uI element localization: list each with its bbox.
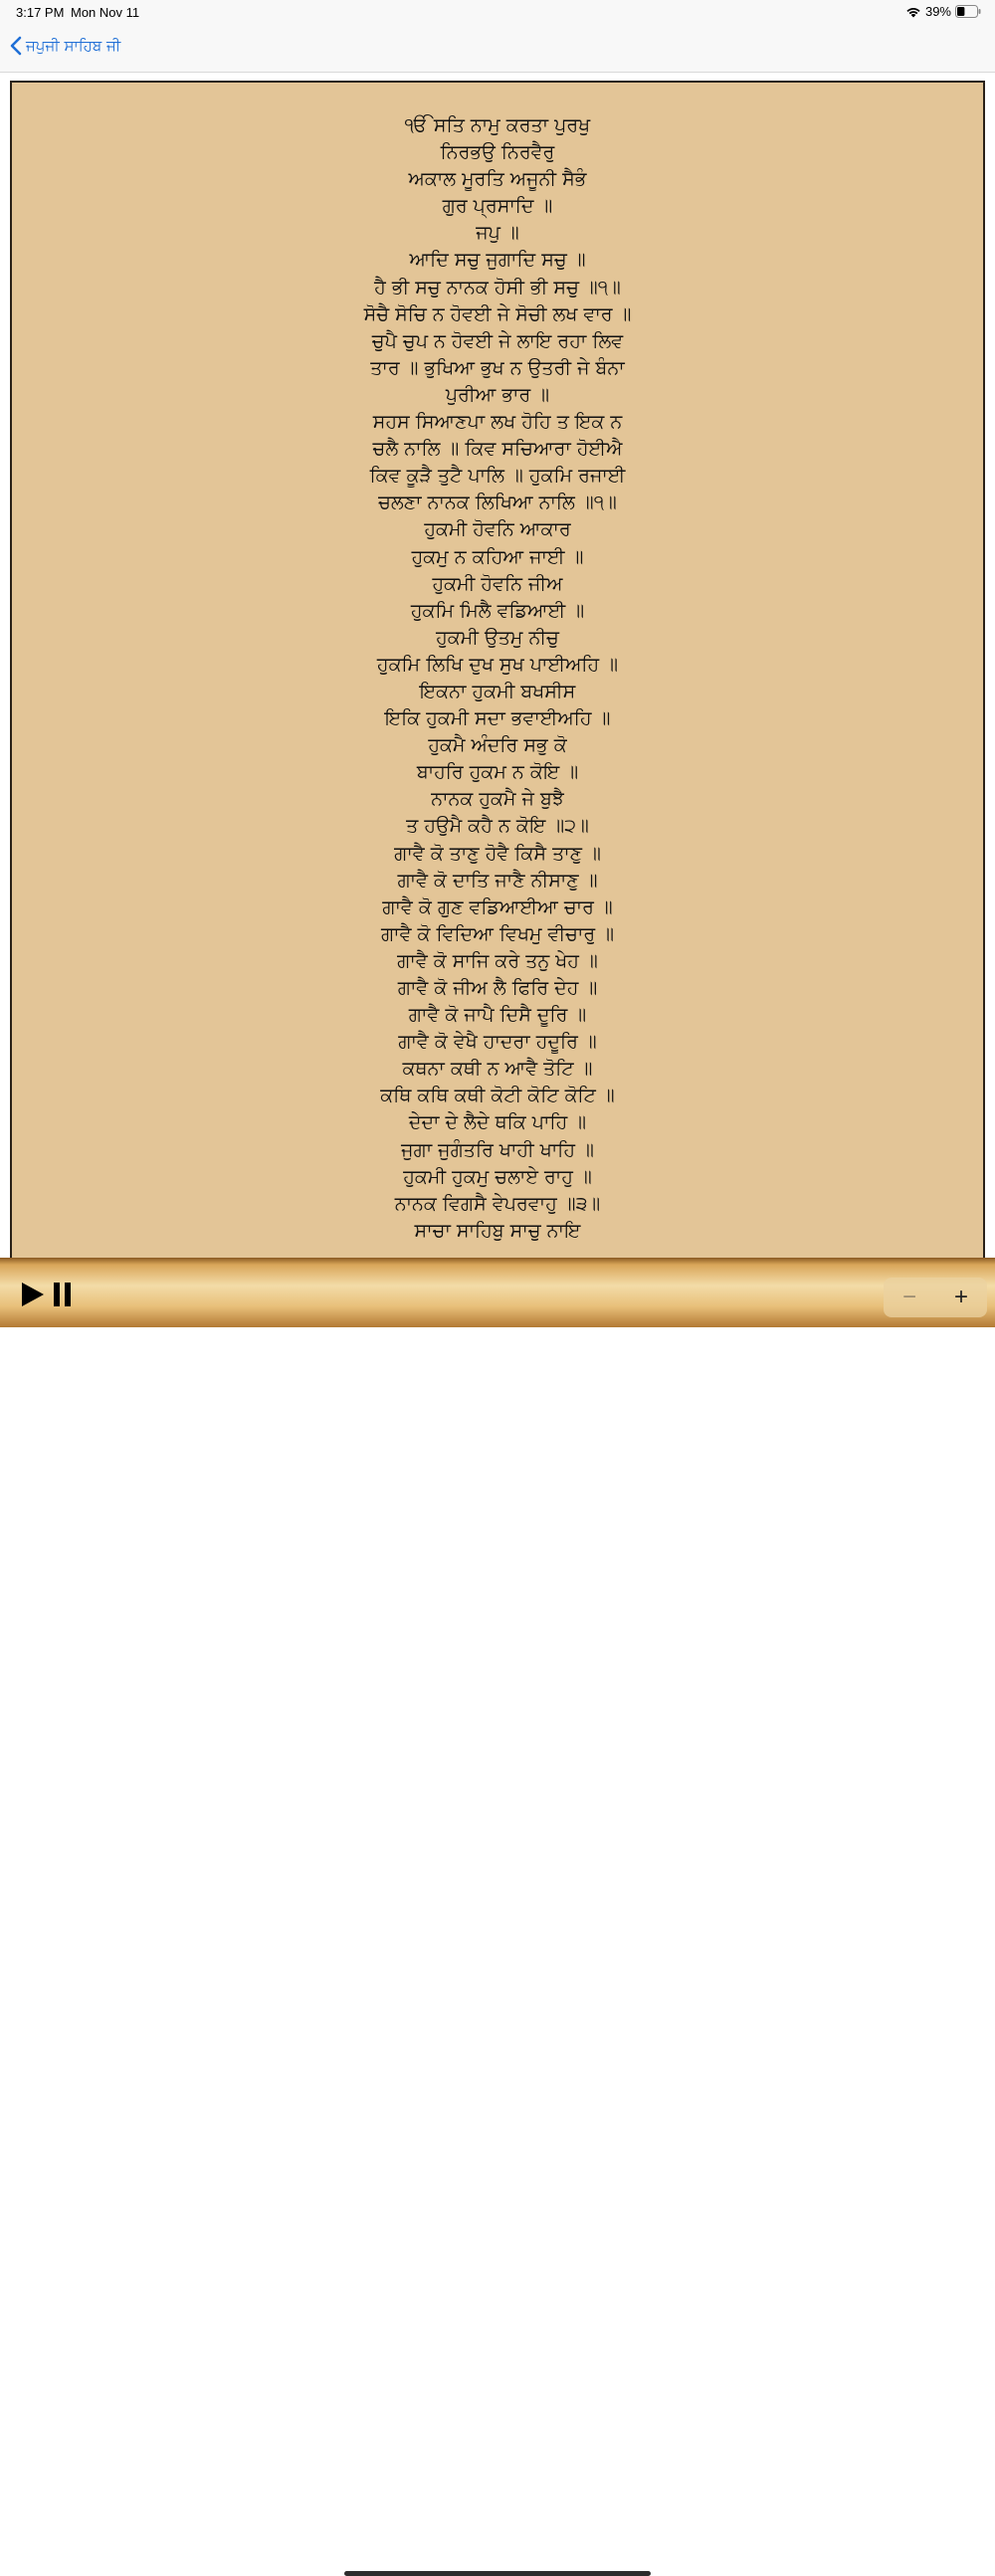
gurbani-line: ਹੁਕਮਿ ਲਿਖਿ ਦੁਖ ਸੁਖ ਪਾਈਅਹਿ ॥ xyxy=(376,653,619,676)
increase-font-button[interactable]: + xyxy=(953,1284,968,1310)
gurbani-line: ਹੁਕਮੀ ਹੋਵਨਿ ਆਕਾਰ xyxy=(424,518,571,541)
navigation-bar xyxy=(0,26,995,73)
gurbani-line: ਗਾਵੈ ਕੋ ਜੀਅ ਲੈ ਫਿਰਿ ਦੇਹ ॥ xyxy=(397,977,598,999)
gurbani-line: ਇਕਨਾ ਹੁਕਮੀ ਬਖਸੀਸ xyxy=(419,680,576,702)
decrease-font-button[interactable]: − xyxy=(901,1284,916,1310)
gurbani-line: ਦੇਦਾ ਦੇ ਲੈਦੇ ਥਕਿ ਪਾਹਿ ॥ xyxy=(408,1111,587,1134)
gurbani-content-panel[interactable] xyxy=(10,81,985,1279)
gurbani-line: ਚੁਪੈ ਚੁਪ ਨ ਹੋਵਈ ਜੇ ਲਾਇ ਰਹਾ ਲਿਵ xyxy=(371,329,624,352)
gurbani-line: ੴ ਸਤਿ ਨਾਮੁ ਕਰਤਾ ਪੁਰਖੁ xyxy=(404,114,591,136)
gurbani-line: ਜਪੁ ॥ xyxy=(476,222,519,245)
gurbani-line: ਗਾਵੈ ਕੋ ਜਾਪੈ ਦਿਸੈ ਦੂਰਿ ॥ xyxy=(408,1004,587,1027)
gurbani-line: ਸਹਸ ਸਿਆਣਪਾ ਲਖ ਹੋਹਿ ਤ ਇਕ ਨ xyxy=(372,411,623,434)
gurbani-line: ਗਾਵੈ ਕੋ ਵੇਖੈ ਹਾਦਰਾ ਹਦੂਰਿ ॥ xyxy=(398,1031,597,1054)
status-time: 3:17 PM xyxy=(16,5,65,20)
gurbani-line: ਤਾਰ ॥ ਭੁਖਿਆ ਭੁਖ ਨ ਉਤਰੀ ਜੇ ਬੰਨਾ xyxy=(370,356,625,379)
chevron-left-icon xyxy=(10,36,22,56)
gurbani-line: ਹੁਕਮੀ ਹੋਵਨਿ ਜੀਅ xyxy=(432,572,563,595)
gurbani-line: ਇਕਿ ਹੁਕਮੀ ਸਦਾ ਭਵਾਈਅਹਿ ॥ xyxy=(384,707,611,730)
gurbani-line: ਹੁਕਮੁ ਨ ਕਹਿਆ ਜਾਈ ॥ xyxy=(411,545,584,568)
gurbani-line: ਗਾਵੈ ਕੋ ਦਾਤਿ ਜਾਣੈ ਨੀਸਾਣੁ ॥ xyxy=(397,869,598,892)
gurbani-line: ਕਥਿ ਕਥਿ ਕਥੀ ਕੋਟੀ ਕੋਟਿ ਕੋਟਿ ॥ xyxy=(380,1085,615,1107)
gurbani-line: ਚਲਣਾ ਨਾਨਕ ਲਿਖਿਆ ਨਾਲਿ ॥੧॥ xyxy=(378,492,617,514)
gurbani-line: ਨਿਰਭਉ ਨਿਰਵੈਰੁ xyxy=(440,141,555,164)
battery-icon xyxy=(955,5,981,18)
back-button[interactable] xyxy=(10,36,120,56)
gurbani-line: ਗਾਵੈ ਕੋ ਗੁਣ ਵਡਿਆਈਆ ਚਾਰ ॥ xyxy=(382,895,613,918)
gurbani-line: ਗਾਵੈ ਕੋ ਵਿਦਿਆ ਵਿਖਮੁ ਵੀਚਾਰੁ ॥ xyxy=(380,922,615,945)
gurbani-text xyxy=(12,112,983,1245)
gurbani-line: ਹੁਕਮੈ ਅੰਦਰਿ ਸਭੁ ਕੋ xyxy=(428,734,567,757)
gurbani-line: ਆਦਿ ਸਚੁ ਜੁਗਾਦਿ ਸਚੁ ॥ xyxy=(409,249,586,272)
gurbani-line: ਹੈ ਭੀ ਸਚੁ ਨਾਨਕ ਹੋਸੀ ਭੀ ਸਚੁ ॥੧॥ xyxy=(374,276,621,298)
gurbani-line: ਹੁਕਮੀ ਹੁਕਮੁ ਚਲਾਏ ਰਾਹੁ ॥ xyxy=(403,1165,592,1188)
gurbani-line: ਗਾਵੈ ਕੋ ਤਾਣੁ ਹੋਵੈ ਕਿਸੈ ਤਾਣੁ ॥ xyxy=(394,842,601,865)
gurbani-line: ਅਕਾਲ ਮੂਰਤਿ ਅਜੂਨੀ ਸੈਭੰ xyxy=(408,168,587,191)
gurbani-line: ਸਾਚਾ ਸਾਹਿਬੁ ਸਾਚੁ ਨਾਇ xyxy=(414,1219,581,1242)
audio-player-bar xyxy=(0,1258,995,1327)
pause-icon[interactable] xyxy=(52,1282,74,1307)
font-size-stepper xyxy=(884,1278,987,1317)
gurbani-line: ਕਿਵ ਕੂੜੈ ਤੁਟੈ ਪਾਲਿ ॥ ਹੁਕਮਿ ਰਜਾਈ xyxy=(369,465,626,488)
gurbani-line: ਹੁਕਮਿ ਮਿਲੈ ਵਡਿਆਈ ॥ xyxy=(410,599,585,622)
gurbani-line: ਬਾਹਰਿ ਹੁਕਮ ਨ ਕੋਇ ॥ xyxy=(416,761,579,784)
battery-percent: 39% xyxy=(924,4,951,19)
gurbani-line: ਗਾਵੈ ਕੋ ਸਾਜਿ ਕਰੇ ਤਨੁ ਖੇਹ ॥ xyxy=(397,949,598,972)
home-indicator xyxy=(344,2571,651,2576)
gurbani-line: ਹੁਕਮੀ ਉਤਮੁ ਨੀਚੁ xyxy=(436,626,559,649)
status-bar xyxy=(0,0,995,26)
gurbani-line: ਜੁਗਾ ਜੁਗੰਤਰਿ ਖਾਹੀ ਖਾਹਿ ॥ xyxy=(401,1138,594,1161)
back-button-label: ਜਪੁਜੀ ਸਾਹਿਬ ਜੀ xyxy=(26,37,121,55)
gurbani-line: ਕਥਨਾ ਕਥੀ ਨ ਆਵੈ ਤੋਟਿ ॥ xyxy=(402,1058,593,1081)
gurbani-line: ਚਲੈ ਨਾਲਿ ॥ ਕਿਵ ਸਚਿਆਰਾ ਹੋਈਐ xyxy=(372,438,623,461)
gurbani-line: ਨਾਨਕ ਵਿਗਸੈ ਵੇਪਰਵਾਹੁ ॥੩॥ xyxy=(394,1192,601,1215)
gurbani-line: ਸੋਚੈ ਸੋਚਿ ਨ ਹੋਵਈ ਜੇ ਸੋਚੀ ਲਖ ਵਾਰ ॥ xyxy=(363,302,632,325)
play-icon[interactable] xyxy=(20,1282,46,1307)
status-date: Mon Nov 11 xyxy=(71,5,140,20)
wifi-icon xyxy=(905,6,921,18)
gurbani-line: ਪੁਰੀਆ ਭਾਰ ॥ xyxy=(445,383,550,406)
gurbani-line: ਗੁਰ ਪ੍ਰਸਾਦਿ ॥ xyxy=(442,195,553,218)
gurbani-line: ਨਾਨਕ ਹੁਕਮੈ ਜੇ ਬੁਝੈ xyxy=(431,788,564,811)
status-indicators xyxy=(905,4,981,19)
gurbani-line: ਤ ਹਉਮੈ ਕਹੈ ਨ ਕੋਇ ॥੨॥ xyxy=(406,815,589,838)
